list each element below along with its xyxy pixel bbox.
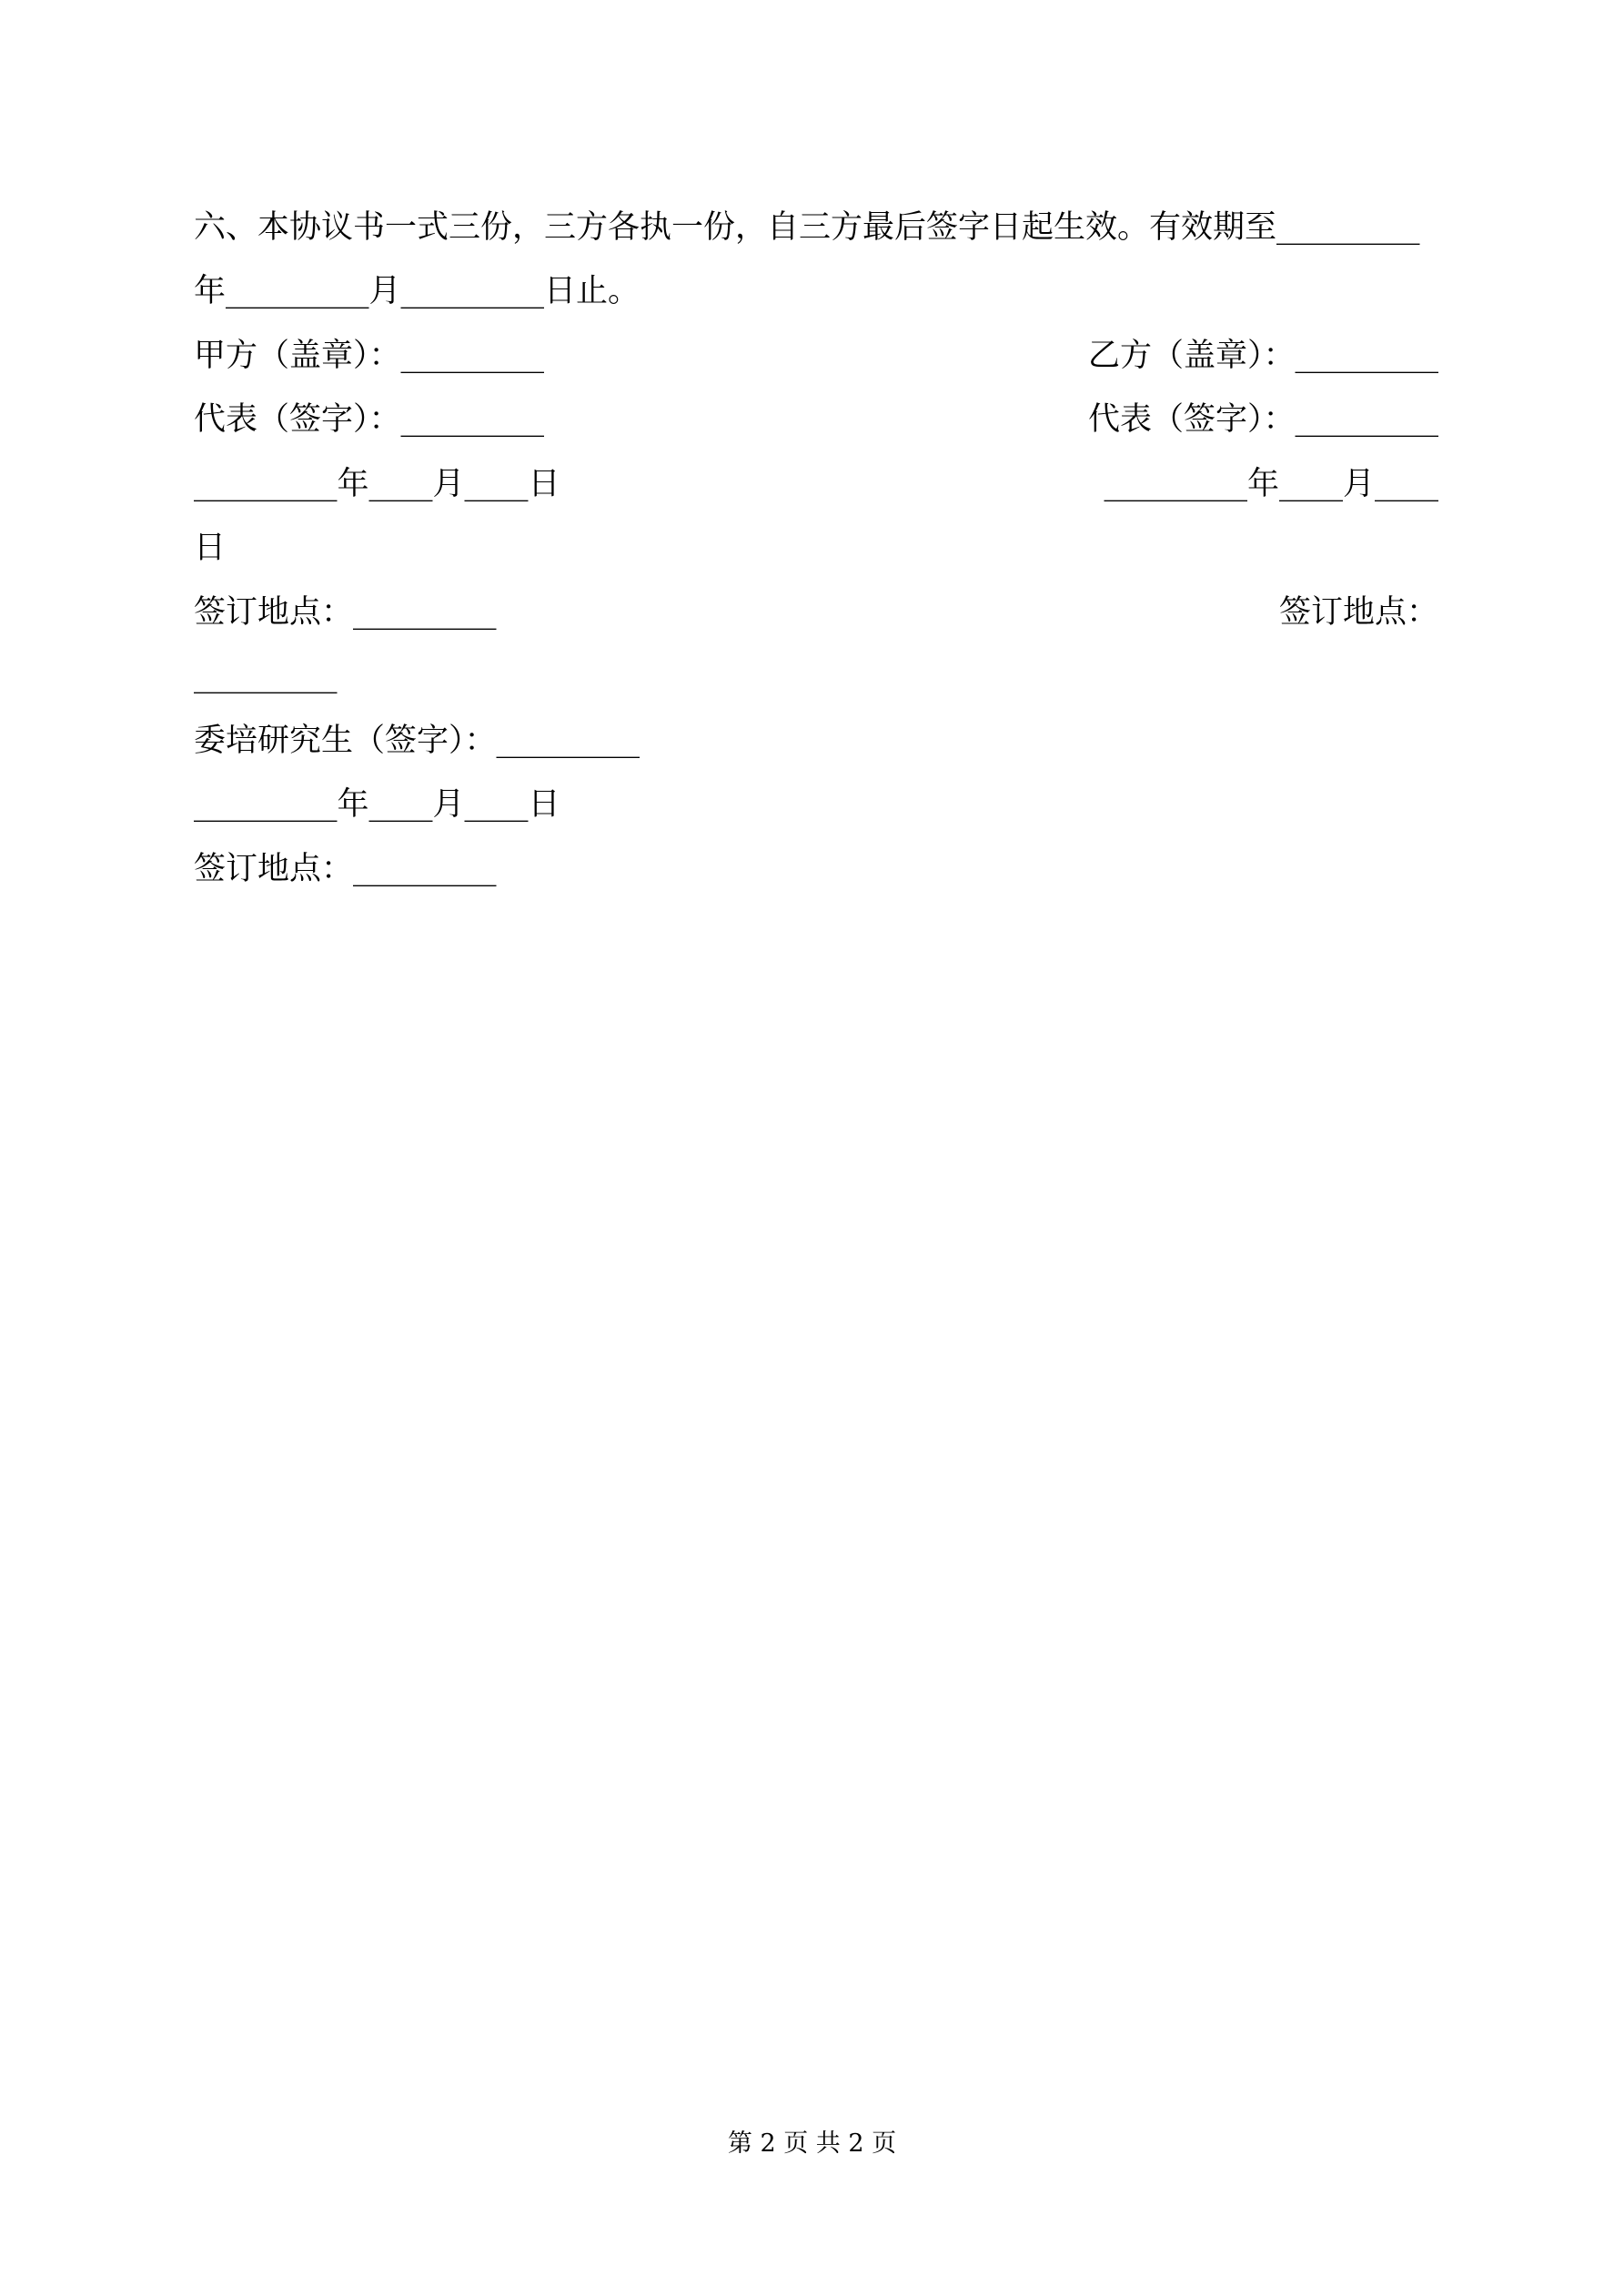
student-date: _________年____月____日 — [194, 786, 560, 823]
party-b-signing-place-wrap: _________ — [194, 658, 338, 694]
party-a-seal: 甲方（盖章）：_________ — [194, 338, 545, 374]
party-a-representative: 代表（签字）：_________ — [194, 401, 545, 438]
student-signature: 委培研究生（签字）：_________ — [194, 723, 641, 759]
party-b-signing-place: 签订地点： — [1278, 594, 1438, 631]
party-b-date-wrap: 日 — [194, 530, 227, 566]
party-a-signing-place: 签订地点：_________ — [194, 594, 497, 631]
clause-6-line-1: 六、本协议书一式三份，三方各执一份，自三方最后签字日起生效。有效期至_________ — [194, 209, 1420, 246]
party-b-representative: 代表（签字）：_________ — [1087, 401, 1438, 438]
clause-6-line-2: 年_________月_________日止。 — [194, 273, 641, 309]
page-number: 第 2 页 共 2 页 — [727, 2129, 897, 2158]
party-a-date: _________年____月____日 — [194, 466, 560, 502]
party-b-seal: 乙方（盖章）：_________ — [1087, 338, 1438, 374]
student-signing-place: 签订地点：_________ — [194, 851, 497, 887]
party-b-date: _________年____月____ — [1104, 466, 1438, 502]
